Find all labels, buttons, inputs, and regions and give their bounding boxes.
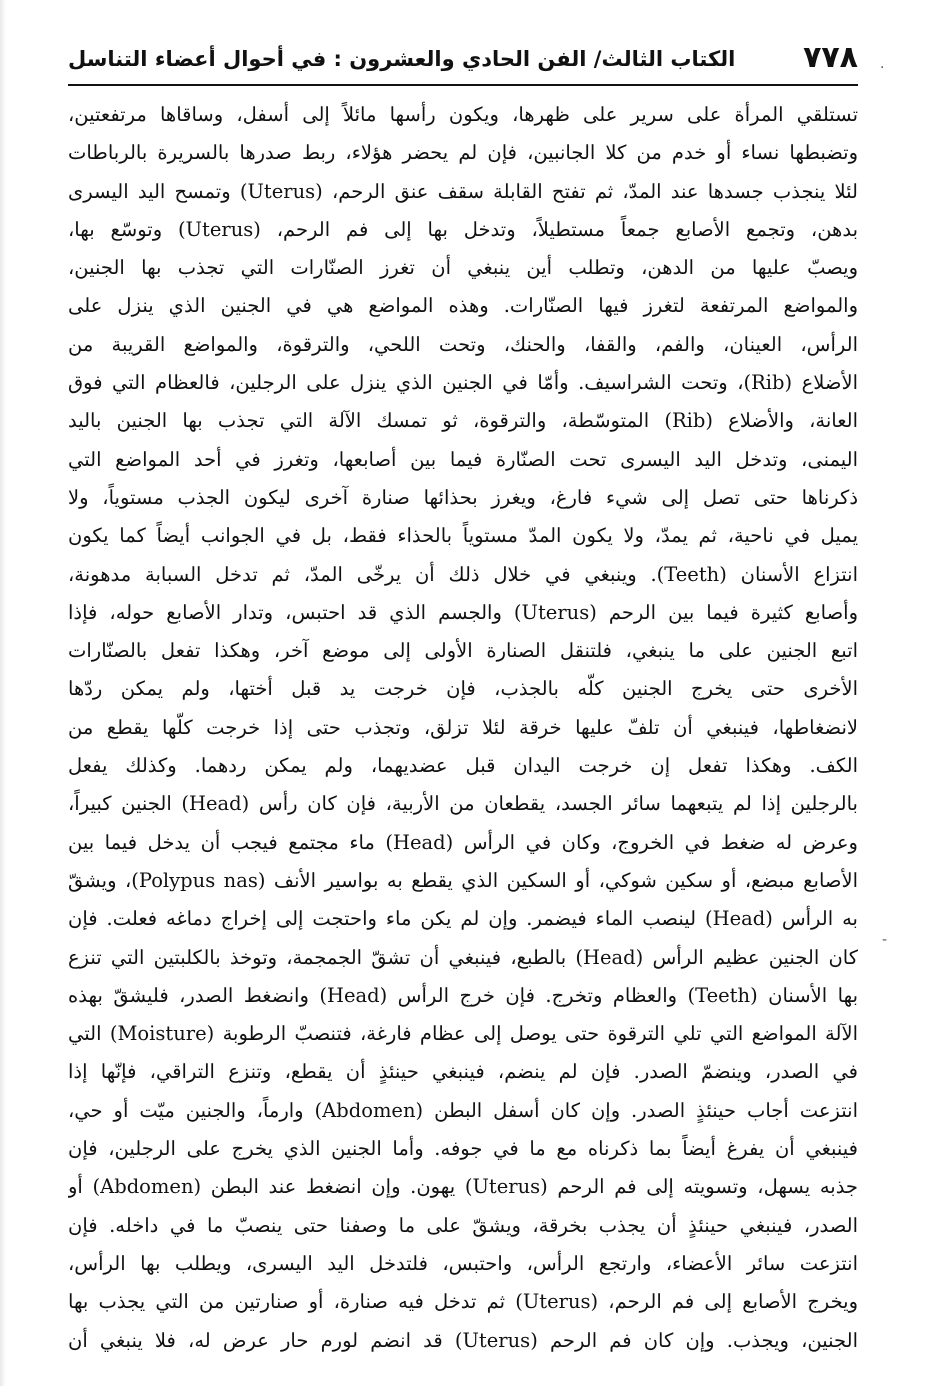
running-header-title: الكتاب الثالث/ الفن الحادي والعشرون : في أحوال أعضاء التناسل <box>68 47 736 71</box>
text-line: الأصابع مبضع، أو سكين شوكي، أو السكين الذي يقطع به بواسير الأنف (Polypus nas)، ويشقّ <box>68 868 858 892</box>
header-rule <box>68 84 858 86</box>
text-line: وتضبطها نساء أو خدم من كلا الجانبين، فإن لم يحضر هؤلاء، ربط صدرها بالسريرة بالرباطات <box>68 141 858 165</box>
text-line: بالرجلين إذا لم يتبعهما سائر الجسد، يقطعان من الأربية، فإن كان رأس (Head) الجنين كبيراً، <box>68 792 858 816</box>
text-line: ويصبّ عليها من الدهن، وتطلب أين ينبغي أن تغرز الصنّارات التي تجذب بها الجنين، <box>68 256 858 280</box>
text-line: لانضغاطها، فينبغي أن تلفّ عليها خرقة لئلا تزلق، وتجذب حتى إذا خرجت كلّها يقطع من <box>68 715 858 739</box>
text-line: بها الأسنان (Teeth) والعظام وتخرج. فإن خرج الرأس (Head) وانضغط الصدر، فليشقّ بهذه <box>68 983 858 1007</box>
text-line: اتبع الجنين على ما ينبغي، فلتنقل الصنارة الأولى إلى موضع آخر، وهكذا تفعل بالصنّارات <box>68 639 858 663</box>
text-line: لئلا ينجذب جسدها عند المدّ، ثم تفتح القابلة سقف عنق الرحم، (Uterus) وتمسح اليد اليسرى <box>68 179 858 203</box>
text-line: وعرض له ضغط في الخروج، وكان في الرأس (Head) ماء مجتمع فيجب أن يدخل فيما بين <box>68 830 858 854</box>
text-line: يميل في ناحية، ثم يمدّ، ولا يكون المدّ مستوياً بالحذاء فقط، بل في الجوانب أيضاً كما يكون <box>68 524 858 548</box>
text-line: الآلة المواضع التي تلي الترقوة حتى يوصل إلى عظام فارغة، فتنصبّ الرطوبة (Moisture) التي <box>68 1022 858 1046</box>
text-line: انتزعت أجاب حينئذٍ الصدر. وإن كان أسفل البطن (Abdomen) وارماً، والجنين ميّت أو حي، <box>68 1098 858 1122</box>
text-line: العانة، والأضلاع (Rib) المتوسّطة، والترقوة، ثو تمسك الآلة التي تجذب بها الجنين باليد <box>68 409 858 433</box>
text-line: الجنين، ويجذب. وإن كان فم الرحم (Uterus) قد انضم لورم حار عرض له، فلا ينبغي أن <box>68 1328 858 1352</box>
margin-mark-bottom: - <box>882 932 888 948</box>
text-line: ذكرناها حتى تصل إلى شيء فارغ، ويغرز بحذائها صنارة آخرى ليكون الجذب مستوياً، ولا <box>68 485 858 509</box>
text-line: تستلقي المرأة على سرير على ظهرها، ويكون رأسها مائلاً إلى أسفل، وساقاها مرتفعتين، <box>68 103 858 126</box>
text-line: الرأس، العينان، والفم، والقفا، والحنك، وتحت اللحي، والترقوة، والمواضع القريبة من <box>68 332 858 356</box>
text-line: الأخرى حتى يخرج الجنين كلّه بالجذب، فإن خرجت يد قبل أختها، ولم يمكن ردّها <box>68 677 858 701</box>
text-line: انتزاع الأسنان (Teeth). وينبغي في خلال ذلك أن يرخّى المدّ، ثم تدخل السبابة مدهونة، <box>68 562 858 586</box>
text-line: كان الجنين عظيم الرأس (Head) بالطبع، فينبغي أن تشقّ الجمجمة، وتوخذ بالكلبتين التي تنزع <box>68 945 858 969</box>
running-header <box>68 38 858 82</box>
body-text <box>68 96 858 1360</box>
text-line: جذبه يسهل، وتسويته إلى فم الرحم (Uterus) يهون. وإن انضغط عند البطن (Abdomen) أو <box>68 1175 858 1199</box>
text-line: والمواضع المرتفعة لتغرز فيها الصنّارات. وهذه المواضع هي في الجنين الذي ينزل على <box>68 294 858 318</box>
text-line: اليمنى، وتدخل اليد اليسرى تحت الصنّارة فيما بين أصابعها، وتغرز في أحد المواضع التي <box>68 447 858 471</box>
text-line: الصدر، فينبغي حينئذٍ أن يجذب بخرقة، ويشقّ على ما وصفنا حتى ينصبّ ما في داخله. فإن <box>68 1213 858 1237</box>
page-number: ٧٧٨ <box>803 40 858 75</box>
text-line: الأضلاع (Rib)، وتحت الشراسيف. وأمّا في الجنين الذي ينزل على الرجلين، فالعظام التي فوق <box>68 371 858 395</box>
margin-mark-top: · <box>880 60 885 76</box>
text-line: وأصابع كثيرة فيما بين الرحم (Uterus) والجسم الذي قد احتبس، وتدار الأصابع حوله، فإذا <box>68 600 858 624</box>
text-line: الكف. وهكذا تفعل إن خرجت اليدان قبل عضديهما، ولم يمكن ردهما. وكذلك يفعل <box>68 754 858 778</box>
text-line: ويخرج الأصابع إلى فم الرحم، (Uterus) ثم تدخل فيه صنارة، أو صنارتين من التي يجذب بها <box>68 1290 858 1314</box>
text-line: فينبغي أن يفرغ أيضاً بما ذكرناه مع ما في جوفه. وأما الجنين الذي يخرج على الرجلين، فإن <box>68 1137 858 1161</box>
text-line: انتزعت سائر الأعضاء، وارتجع الرأس، واحتبس، فلتدخل اليد اليسرى، ويطلب بها الرأس، <box>68 1251 858 1275</box>
text-line: بدهن، وتجمع الأصابع جمعاً مستطيلاً، وتدخل بها إلى فم الرحم، (Uterus) وتوسّع بها، <box>68 217 858 241</box>
text-line: في الصدر، وينضمّ الصدر. فإن لم ينضم، فينبغي حينئذٍ أن يقطع، وتنزع التراقي، فإنّها إذا <box>68 1060 858 1084</box>
text-line: به الرأس (Head) لينصب الماء فيضمر. وإن لم يكن ماء واحتجت إلى إخراج دماغه فعلت. فإن <box>68 907 858 931</box>
scan-shadow-edge <box>0 0 6 1386</box>
